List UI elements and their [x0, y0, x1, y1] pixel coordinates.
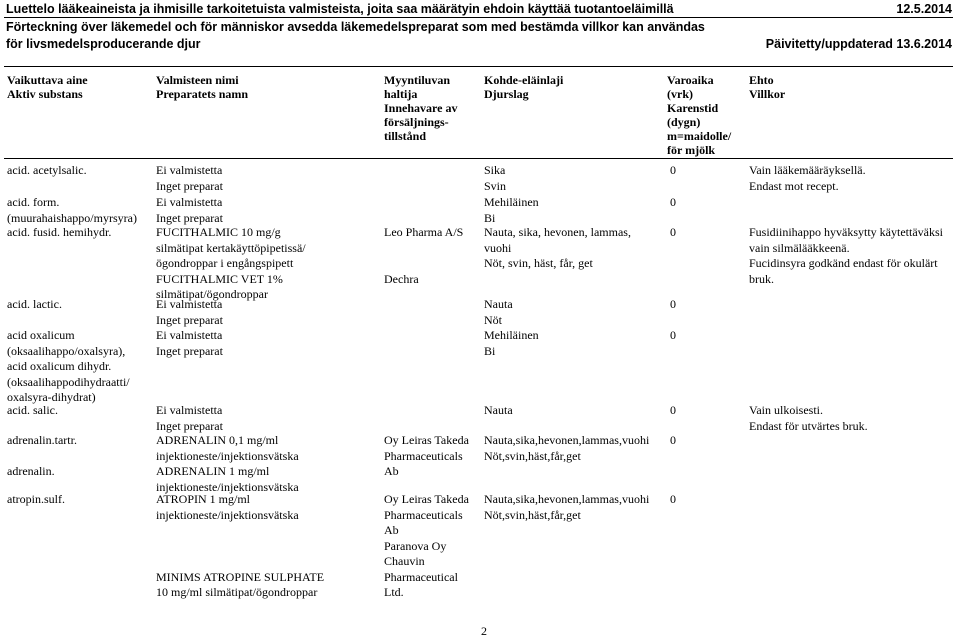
cell-product: ögondroppar i engångspipett — [156, 256, 294, 270]
column-header-withdrawal: för mjölk — [667, 143, 716, 157]
cell-species: Mehiläinen — [484, 195, 539, 209]
title-text-3: för livsmedelsproducerande djur — [6, 37, 201, 51]
cell-product: Inget preparat — [156, 343, 223, 358]
updated-date: Päivitetty/uppdaterad 13.6.2014 — [765, 37, 952, 51]
column-header-holder: tillstånd — [384, 129, 427, 143]
cell-product: MINIMS ATROPINE SULPHATE — [156, 569, 325, 584]
cell-product: ADRENALIN 0,1 mg/ml — [156, 433, 279, 447]
cell-product: Inget preparat — [156, 210, 223, 225]
cell-holder: Oy Leiras Takeda — [384, 433, 469, 447]
cell-substance: adrenalin. — [7, 464, 55, 478]
cell-substance: adrenalin.tartr. — [7, 433, 77, 447]
cell-substance: acid. fusid. hemihydr. — [7, 225, 112, 239]
title-text: Luettelo lääkeaineista ja ihmisille tarkoitetuista valmisteista, joita saa määrätyin ehdoin käyttää tuotantoeläimillä — [6, 2, 674, 16]
cell-product: Ei valmistetta — [156, 195, 223, 209]
document-date: 12.5.2014 — [896, 2, 952, 16]
cell-holder: Ab — [384, 464, 399, 478]
table-top-rule — [4, 66, 953, 67]
cell-substance: acid. salic. — [7, 403, 58, 417]
cell-species: Mehiläinen — [484, 328, 539, 342]
cell-conditions: Endast för utvärtes bruk. — [749, 418, 868, 433]
cell-withdrawal: 0 — [670, 163, 676, 177]
cell-substance: (muurahaishappo/myrsyra) — [7, 210, 137, 225]
cell-holder: Pharmaceuticals — [384, 507, 463, 522]
cell-withdrawal: 0 — [670, 492, 676, 506]
cell-product: injektioneste/injektionsvätska — [156, 479, 299, 494]
cell-conditions: bruk. — [749, 271, 774, 286]
cell-species: Nauta,sika,hevonen,lammas,vuohi — [484, 492, 650, 506]
cell-holder: Oy Leiras Takeda — [384, 492, 469, 506]
cell-conditions: vain silmälääkkeenä. — [749, 240, 850, 255]
cell-species: Svin — [484, 178, 507, 193]
cell-species: Nauta — [484, 403, 513, 417]
cell-withdrawal: 0 — [670, 403, 676, 417]
cell-substance: atropin.sulf. — [7, 492, 65, 506]
cell-species: vuohi — [484, 240, 512, 255]
cell-product: Ei valmistetta — [156, 328, 223, 342]
table-header-rule — [4, 158, 953, 159]
cell-species: Nöt,svin,häst,får,get — [484, 507, 581, 522]
cell-substance: acid. acetylsalic. — [7, 163, 87, 177]
column-header-withdrawal: Varoaika — [667, 73, 714, 87]
cell-conditions: Vain lääkemääräyksellä. — [749, 163, 866, 177]
cell-species: Nauta,sika,hevonen,lammas,vuohi — [484, 433, 650, 447]
cell-product: silmätipat kertakäyttöpipetissä/ — [156, 240, 306, 255]
cell-product: Inget preparat — [156, 178, 223, 193]
cell-product: Inget preparat — [156, 312, 223, 327]
column-header-species: Djurslag — [484, 87, 529, 101]
cell-product: Inget preparat — [156, 418, 223, 433]
column-header-conditions: Villkor — [749, 87, 786, 101]
cell-conditions: Vain ulkoisesti. — [749, 403, 823, 417]
column-header-withdrawal: (vrk) — [667, 87, 693, 101]
cell-conditions: Fucidinsyra godkänd endast för okulärt — [749, 256, 938, 270]
cell-holder: Paranova Oy — [384, 538, 447, 553]
cell-product: Ei valmistetta — [156, 297, 223, 311]
column-header-species: Kohde-eläinlaji — [484, 73, 564, 87]
cell-substance: acid. lactic. — [7, 297, 62, 311]
column-header-conditions: Ehto — [749, 73, 774, 87]
cell-substance: oxalsyra-dihydrat) — [7, 390, 96, 404]
document-title-line-2: Förteckning över läkemedel och för människor avsedda läkemedelspreparat som med bestämda villkor kan användas — [6, 20, 705, 34]
cell-species: Nöt — [484, 312, 502, 327]
column-header-holder: försäljnings- — [384, 115, 449, 129]
cell-product: ATROPIN 1 mg/ml — [156, 492, 251, 506]
column-header-withdrawal: (dygn) — [667, 115, 701, 129]
cell-withdrawal: 0 — [670, 297, 676, 311]
cell-species: Nöt, svin, häst, får, get — [484, 256, 593, 270]
column-header-substance: Vaikuttava aine — [7, 73, 88, 87]
column-header-substance: Aktiv substans — [7, 87, 83, 101]
cell-product: FUCITHALMIC VET 1% — [156, 271, 283, 286]
cell-holder: Ltd. — [384, 585, 404, 599]
column-header-withdrawal: m=maidolle/ — [667, 129, 732, 143]
cell-product: Ei valmistetta — [156, 163, 223, 177]
header-divider — [4, 17, 953, 18]
cell-substance: acid oxalicum dihydr. — [7, 359, 112, 373]
document-title-line-1 — [6, 2, 952, 18]
cell-holder: Leo Pharma A/S — [384, 225, 464, 239]
cell-product: injektioneste/injektionsvätska — [156, 448, 299, 463]
cell-withdrawal: 0 — [670, 195, 676, 209]
cell-product: 10 mg/ml silmätipat/ögondroppar — [156, 585, 318, 599]
column-header-holder: Myyntiluvan — [384, 73, 451, 87]
cell-product: ADRENALIN 1 mg/ml — [156, 464, 270, 478]
cell-withdrawal: 0 — [670, 433, 676, 447]
cell-substance: (oksaalihappodihydraatti/ — [7, 374, 130, 389]
cell-substance: (oksaalihappo/oxalsyra), — [7, 343, 126, 358]
cell-species: Nauta — [484, 297, 513, 311]
cell-species: Sika — [484, 163, 506, 177]
cell-product: silmätipat/ögondroppar — [156, 287, 268, 301]
cell-substance: acid oxalicum — [7, 328, 75, 342]
column-header-holder: Innehavare av — [384, 101, 458, 115]
cell-product: injektioneste/injektionsvätska — [156, 507, 299, 522]
column-header-product: Valmisteen nimi — [156, 73, 239, 87]
cell-conditions: Fusidiinihappo hyväksytty käytettäväksi — [749, 225, 943, 239]
cell-holder: Pharmaceutical — [384, 569, 458, 584]
cell-holder: Dechra — [384, 271, 419, 286]
document-title-line-3 — [6, 37, 952, 51]
cell-conditions: Endast mot recept. — [749, 178, 839, 193]
cell-species: Nöt,svin,häst,får,get — [484, 448, 581, 463]
column-header-product: Preparatets namn — [156, 87, 249, 101]
cell-withdrawal: 0 — [670, 328, 676, 342]
cell-substance: acid. form. — [7, 195, 60, 209]
cell-holder: Chauvin — [384, 554, 425, 568]
page-number: 2 — [481, 624, 487, 638]
column-header-withdrawal: Karenstid — [667, 101, 719, 115]
cell-holder: Ab — [384, 523, 399, 537]
cell-species: Nauta, sika, hevonen, lammas, — [484, 225, 631, 239]
cell-withdrawal: 0 — [670, 225, 676, 239]
column-header-holder: haltija — [384, 87, 418, 101]
cell-product: FUCITHALMIC 10 mg/g — [156, 225, 281, 239]
cell-product: Ei valmistetta — [156, 403, 223, 417]
cell-holder: Pharmaceuticals — [384, 448, 463, 463]
cell-species: Bi — [484, 210, 496, 225]
cell-species: Bi — [484, 343, 496, 358]
